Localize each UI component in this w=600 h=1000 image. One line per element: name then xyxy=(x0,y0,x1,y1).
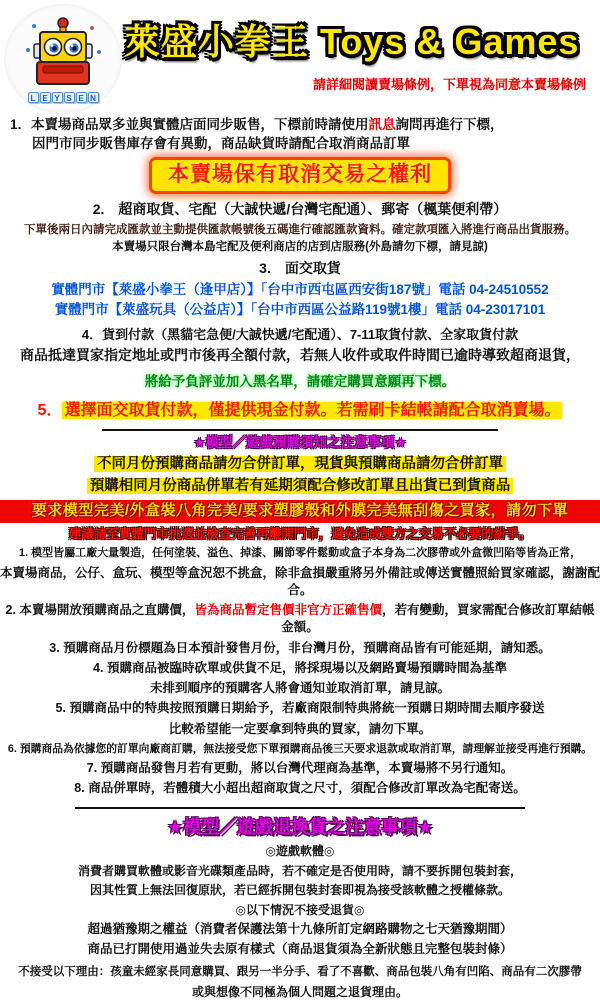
logo-block-letter: S xyxy=(64,92,75,103)
returns-p2b: 商品已打開使用過並失去原有樣式（商品退貨須為全新狀態且完整包裝封條） xyxy=(87,942,513,957)
preorder-note-6: 6. 預購商品為依據您的訂單向廠商訂購，無法接受您下單預購商品後三天要求退款或取消訂單，請理解並接受再進行預購。 xyxy=(7,742,593,755)
store-inspection-advice: 建議請至實體門市挑選並檢查完善再離開門市，避免造成雙方之交易不必要的紛爭。 xyxy=(68,527,532,542)
note-2-price-disclaimer: 皆為商品暫定售價非官方正確售價 xyxy=(194,603,382,617)
returns-p3b: 或與想像不同極為個人問題之退貨理由。 xyxy=(191,984,408,999)
preorder-note-1a: 1. 模型皆屬工廠大量製造，任何塗裝、溢色、掉漆、關節零件鬆動或盒子本身為二次膠帶或外盒微凹陷等皆為正常， xyxy=(18,547,582,560)
shop-header xyxy=(0,0,600,112)
message-keyword: 訊息 xyxy=(368,117,396,132)
preorder-highlight-2-text: 預購相同月份商品併單若有延期須配合修改訂單且出貨已到貨商品 xyxy=(87,478,514,494)
preorder-highlight-1-text: 不同月份預購商品請勿合併訂單，現貨與預購商品請勿合併訂單 xyxy=(94,456,506,472)
notice-body xyxy=(0,116,600,1000)
rule-1-text-a: 1．本賣場商品眾多並與實體店面同步販售，下標前時請使用 xyxy=(10,117,369,132)
returns-p1a: 消費者購買軟體或影音光碟類產品時，若不確定是否使用時，請不要拆開包裝封套， xyxy=(77,863,522,878)
rule-5-cash-only xyxy=(0,400,600,422)
rule-5-text: 選擇面交取貨付款，僅提供現金付款。若需刷卡結帳請配合取消賣場。 xyxy=(64,401,561,419)
rule-1 xyxy=(0,116,600,153)
logo-block-letter: L xyxy=(28,92,39,103)
returns-section-heading: ★模型／遊戲退換貨之注意事項★ xyxy=(166,817,434,838)
preorder-note-2 xyxy=(0,602,600,637)
preorder-note-3: 3. 預購商品月份標題為日本預計發售月份，非台灣月份，預購商品皆有可能延期，請知悉。 xyxy=(49,640,551,655)
preorder-note-5a: 5. 預購商品中的特典按照預購日期給予，若廠商限制特典將統一預購日期時間去順序發送 xyxy=(55,701,545,716)
shop-title: 萊盛小拳王 Toys & Games xyxy=(124,21,580,62)
rule-4-cod: 4．貨到付款（黑貓宅急便/大誠快遞/宅配通）、7-11取貨付款、全家取貨付款 xyxy=(81,326,519,342)
cancel-rights-banner: 本賣場保有取消交易之權利 xyxy=(152,160,448,191)
blacklist-warning: 將給予負評並加入黑名單，請確定購買意願再下標。 xyxy=(144,374,456,390)
preorder-note-1b: 本賣場商品，公仔、盒玩、模型等盒況恕不挑盒，除非盒損嚴重將另外備註或傳送實體照給買家確認，謝謝配合。 xyxy=(0,565,600,597)
logo-block-letter: Y xyxy=(52,92,63,103)
returns-sub-software: ◎遊戲軟體◎ xyxy=(265,843,335,858)
store-address-gongyi: 實體門市【萊盛玩具（公益店）】「台中市西區公益路119號1樓」電話 04-23017101 xyxy=(54,302,546,318)
note-2-a: 2. 本賣場開放預購商品之直購價， xyxy=(5,603,195,617)
preorder-note-8: 8. 商品併單時，若體積大小超出超商取貨之尺寸，須配合修改訂單改為宅配寄送。 xyxy=(74,780,526,795)
returns-p2a: 超過猶豫期之權益（消費者保護法第十九條所訂定網路購物之七天猶豫期間） xyxy=(87,922,513,937)
section-divider-2 xyxy=(75,807,525,809)
logo-block-letter: E xyxy=(40,92,51,103)
note-2-b: ，若有變動，買家需配合修改訂單結帳金額。 xyxy=(281,603,595,635)
logo-block-letter: E xyxy=(76,92,87,103)
logo-block-letter: N xyxy=(88,92,99,103)
returns-p1b: 因其性質上無法回復原狀，若已經拆開包裝封套即視為接受該軟體之授權條款。 xyxy=(89,883,510,898)
logo-letter-blocks xyxy=(28,92,99,103)
section-divider xyxy=(102,429,498,431)
robot-icon xyxy=(20,16,106,90)
rule-1-line2: 因門市同步販售庫存會有異動，商品缺貨時請配合取消商品訂單 xyxy=(32,135,410,151)
perfectionist-warning-banner: 要求模型完美/外盒裝八角完美/要求塑膠殼和外膜完美無刮傷之買家，請勿下單 xyxy=(0,500,600,523)
rule-5-number: 5． xyxy=(37,401,63,419)
preorder-note-4a: 4. 預購商品被臨時砍單或供貨不足，將採現場以及網路賣場預購時間為基準 xyxy=(93,660,507,675)
rule-3-pickup: 3. 面交取貨 xyxy=(259,260,341,277)
shop-logo xyxy=(4,4,122,114)
preorder-note-4b: 未排到順序的預購客人將會通知並取消訂單，請見諒。 xyxy=(149,681,450,695)
preorder-section-heading: ★模型／遊戲預購須知之注意事項★ xyxy=(193,434,407,450)
remittance-note: 下單後兩日內請完成匯款並主動提供匯款帳號後五碼進行確認匯款資料。確定款項匯入將進行商品出貨服務。 xyxy=(24,223,576,236)
rule-1-text-b: 詢問再進行下標， xyxy=(395,117,504,132)
preorder-note-5b: 比較希望能一定要拿到特典的買家，請勿下單。 xyxy=(168,721,432,736)
preorder-note-7: 7. 預購商品發售月若有更動，將以台灣代理商為基準，本賣場將不另行通知。 xyxy=(86,760,514,775)
read-terms-warning: 請詳細閱讀賣場條例，下單視為同意本賣場條例 xyxy=(312,77,586,92)
returns-p3a: 不接受以下理由：孩童未經家長同意購買、跟另一半分手、看了不喜歡、商品包裝八角有凹陷、商品有二次膠帶 xyxy=(18,965,582,978)
returns-sub-norefund: ◎以下情況不接受退貨◎ xyxy=(235,902,365,917)
rule-4-line2: 商品抵達買家指定地址或門市後再全額付款，若無人收件或取件時間已逾時導致超商退貨， xyxy=(20,346,580,363)
store-address-fengjia: 實體門市【萊盛小拳王（逢甲店）】「台中市西屯區西安街187號」電話 04-24510552 xyxy=(51,281,549,297)
rule-2-shipping: 2. 超商取貨、宅配（大誠快遞/台灣宅配通）、郵寄（楓葉便利帶） xyxy=(92,201,508,218)
header-text-area xyxy=(122,0,600,93)
island-restriction-note: 本賣場只限台灣本島宅配及便利商店的店到店服務(外島請勿下標，請見諒) xyxy=(112,241,488,254)
preorder-highlight-2 xyxy=(0,476,600,496)
preorder-highlight-1 xyxy=(0,454,600,474)
